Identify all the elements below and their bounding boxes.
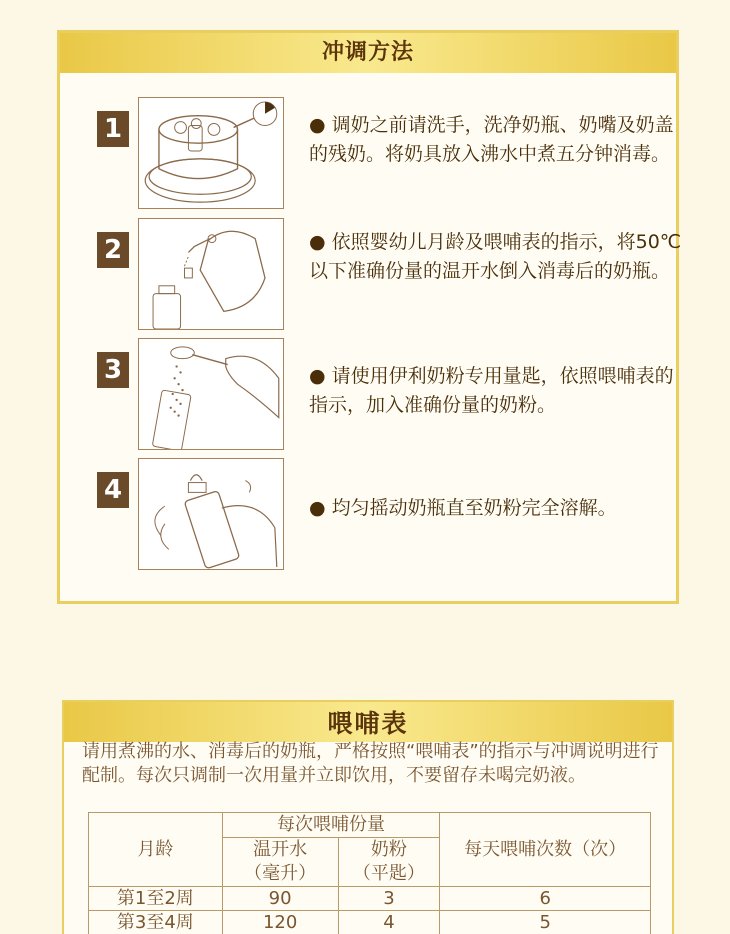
step-4-text: ● 均匀摇动奶瓶直至奶粉完全溶解。 <box>309 497 617 519</box>
header-age: 月龄 <box>89 813 223 887</box>
table-header-row <box>89 813 651 838</box>
cell-water: 120 <box>222 911 338 934</box>
cell-times: 5 <box>440 911 651 934</box>
step-1-text: ● 调奶之前请洗手，洗净奶瓶、奶嘴及奶盖的残奶。将奶具放入沸水中煮五分钟消毒。 <box>309 114 674 165</box>
feeding-chart-title: 喂哺表 <box>327 709 409 738</box>
step-number: 2 <box>97 232 129 268</box>
step-1 <box>97 97 687 209</box>
sterilize-pot-illustration <box>138 97 284 209</box>
step-4 <box>97 458 687 570</box>
pour-water-illustration <box>138 218 284 330</box>
step-number: 1 <box>97 111 129 147</box>
cell-age: 第3至4周 <box>89 911 223 934</box>
feeding-table <box>88 812 651 934</box>
feeding-intro-text: 请用煮沸的水、消毒后的奶瓶，严格按照“喂哺表”的指示与冲调说明进行配制。每次只调制一次用量并立即饮用，不要留存未喝完奶液。 <box>82 741 659 786</box>
step-number: 4 <box>97 472 129 508</box>
step-3-text: ● 请使用伊利奶粉专用量匙，依照喂哺表的指示，加入准确份量的奶粉。 <box>309 365 674 416</box>
shake-bottle-illustration <box>138 458 284 570</box>
table-row <box>89 911 651 934</box>
mixing-method-panel <box>57 30 682 604</box>
step-number: 3 <box>97 352 129 388</box>
mixing-method-banner <box>60 33 676 73</box>
cell-powder: 3 <box>338 887 440 911</box>
add-powder-illustration <box>138 338 284 450</box>
step-3 <box>97 338 687 450</box>
header-times-per-day: 每天喂哺次数（次） <box>440 813 651 887</box>
header-powder: 奶粉 （平匙） <box>338 838 440 887</box>
header-water: 温开水 （毫升） <box>222 838 338 887</box>
feeding-chart-panel <box>62 700 674 934</box>
cell-times: 6 <box>440 887 651 911</box>
header-per-feed: 每次喂哺份量 <box>222 813 440 838</box>
step-2-text: ● 依照婴幼儿月龄及喂哺表的指示，将50℃以下准确份量的温开水倒入消毒后的奶瓶。 <box>309 231 682 282</box>
mixing-method-title: 冲调方法 <box>321 40 414 65</box>
step-2 <box>97 218 687 330</box>
table-row <box>89 887 651 911</box>
cell-water: 90 <box>222 887 338 911</box>
cell-age: 第1至2周 <box>89 887 223 911</box>
feeding-chart-banner <box>64 702 672 742</box>
cell-powder: 4 <box>338 911 440 934</box>
